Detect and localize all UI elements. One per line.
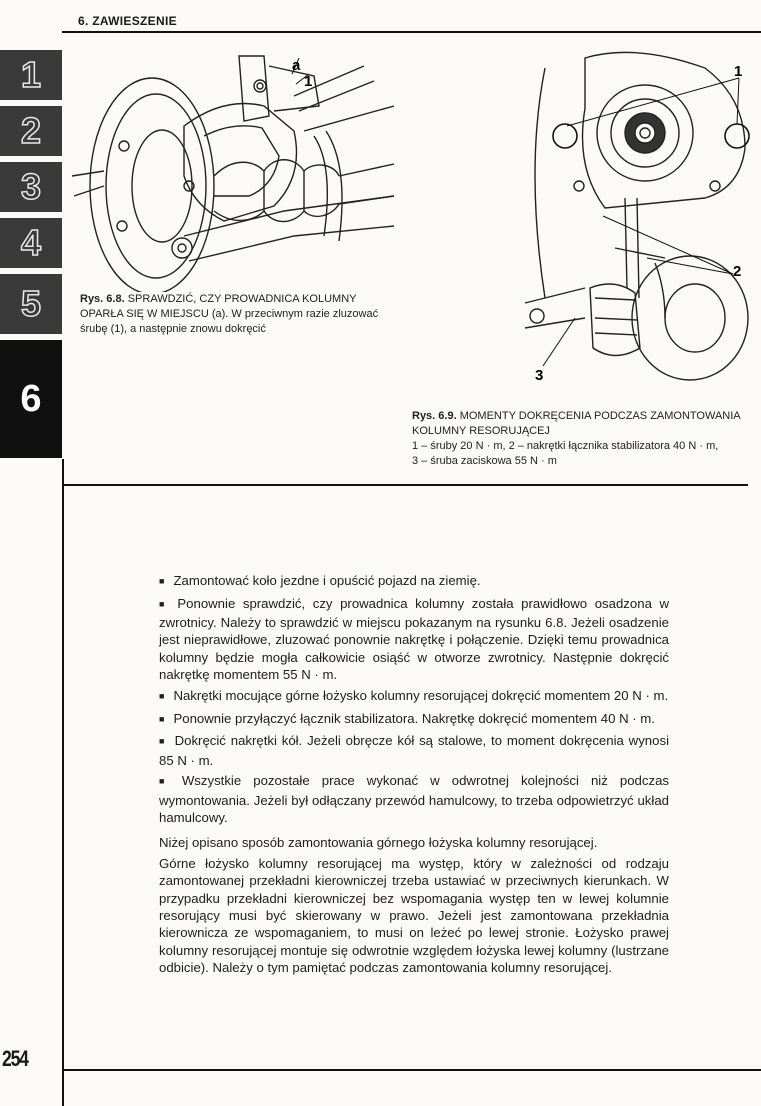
figure-caption-text: SPRAWDZIĆ, CZY PROWADNICA KOLUMNY OPARŁA SIĘ W MIEJSCU (a). W przeciwnym razie zluzować śrubę (1), a następnie znowu dokręcić [80, 293, 379, 335]
chapter-tab-2[interactable] [0, 106, 62, 162]
chapter-tab-label: 5 [20, 283, 42, 324]
figure-caption-legend-1: 1 – śruby 20 N · m, 2 – nakrętki łącznika stabilizatora 40 N · m, [412, 440, 719, 452]
callout-3: 3 [535, 367, 544, 384]
bullet-item: ■ Ponownie przyłączyć łącznik stabilizatora. Nakrętkę dokręcić momentem 40 N · m. [159, 710, 669, 729]
chapter-tab-label: 1 [20, 54, 42, 95]
figure-number: Rys. 6.8. [80, 293, 125, 305]
callout-1: 1 [734, 63, 743, 80]
paragraph: Niżej opisano sposób zamontowania górnego łożyska kolumny resorującej. [159, 835, 598, 851]
chapter-tab-label: 2 [20, 110, 42, 151]
chapter-tab-5[interactable] [0, 274, 62, 340]
figure-caption-6-8 [80, 292, 400, 337]
left-margin-rule [62, 459, 64, 1106]
body-text [159, 572, 669, 980]
figure-caption-6-9 [412, 409, 757, 469]
section-divider [62, 484, 748, 486]
callout-a: a [292, 57, 301, 74]
bullet-item: ■ Ponownie sprawdzić, czy prowadnica kolumny została prawidłowo osadzona w zwrotnicy. Należy to sprawdzić w miejscu pokazanym na rysunku 6.8. Jeżeli osadzenie jest nieprawidłowe, zluzować ponownie nakrętkę i połączenie. Dzięki temu prowadnica kolumny będzie mogła całkowicie osiąść w otworze zwrotnicy. Następnie dokręcić nakrętkę momentem 55 N · m. [159, 595, 669, 683]
section-title: 6. ZAWIESZENIE [78, 14, 177, 28]
chapter-tab-6[interactable] [0, 340, 62, 464]
figure-caption-legend-2: 3 – śruba zaciskowa 55 N · m [412, 455, 557, 467]
figure-number: Rys. 6.9. [412, 410, 457, 422]
figure-torque-illustration [515, 48, 761, 392]
chapter-tab-label: 3 [20, 166, 42, 207]
chapter-tab-1[interactable] [0, 50, 62, 106]
figure-caption-title-line [412, 409, 757, 439]
callout-2: 2 [733, 263, 742, 280]
callout-1: 1 [304, 73, 313, 90]
figure-caption-title: MOMENTY DOKRĘCENIA PODCZAS ZAMONTOWANIA KOLUMNY RESORUJĄCEJ [412, 410, 741, 437]
chapter-tab-label: 4 [20, 222, 42, 263]
bullet-item: ■ Nakrętki mocujące górne łożysko kolumny resorującej dokręcić momentem 20 N · m. [159, 687, 669, 706]
chapter-tab-4[interactable] [0, 218, 62, 274]
header-rule [62, 31, 761, 33]
bullet-item: ■ Zamontować koło jezdne i opuścić pojazd na ziemię. [159, 572, 669, 591]
chapter-tab-label: 6 [20, 378, 42, 420]
page-number: 254 [2, 1046, 28, 1071]
bullet-item: ■ Dokręcić nakrętki kół. Jeżeli obręcze kół są stalowe, to moment dokręcenia wynosi 85 N · m. [159, 732, 669, 769]
footer-rule [62, 1069, 761, 1071]
paragraph: Górne łożysko kolumny resorującej ma występ, który w zależności od rodzaju zamontowanej przekładni kierowniczej trzeba ustawiać w przeciwnych kierunkach. W przypadku przekładni kierowniczej bez wspomagania występ ten w lewej kolumnie resorujący musi być skierowany w prawo. Jeżeli jest zamontowana przekładnia kierownicza ze wspomaganiem, to musi on leżeć po lewej stronie. Łożysko prawej kolumny resorującej montuje się odwrotnie względem łożyska lewej kolumny (lustrzane odbicie). Należy o tym pamiętać podczas zamontowania kolumny resorującej. [159, 856, 669, 975]
chapter-tab-3[interactable] [0, 162, 62, 218]
bullet-item: ■ Wszystkie pozostałe prace wykonać w odwrotnej kolejności niż podczas wymontowania. Jeżeli był odłączany przewód hamulcowy, to trzeba odpowietrzyć układ hamulcowy. [159, 772, 669, 826]
figure-strut-guide-illustration [64, 36, 394, 292]
